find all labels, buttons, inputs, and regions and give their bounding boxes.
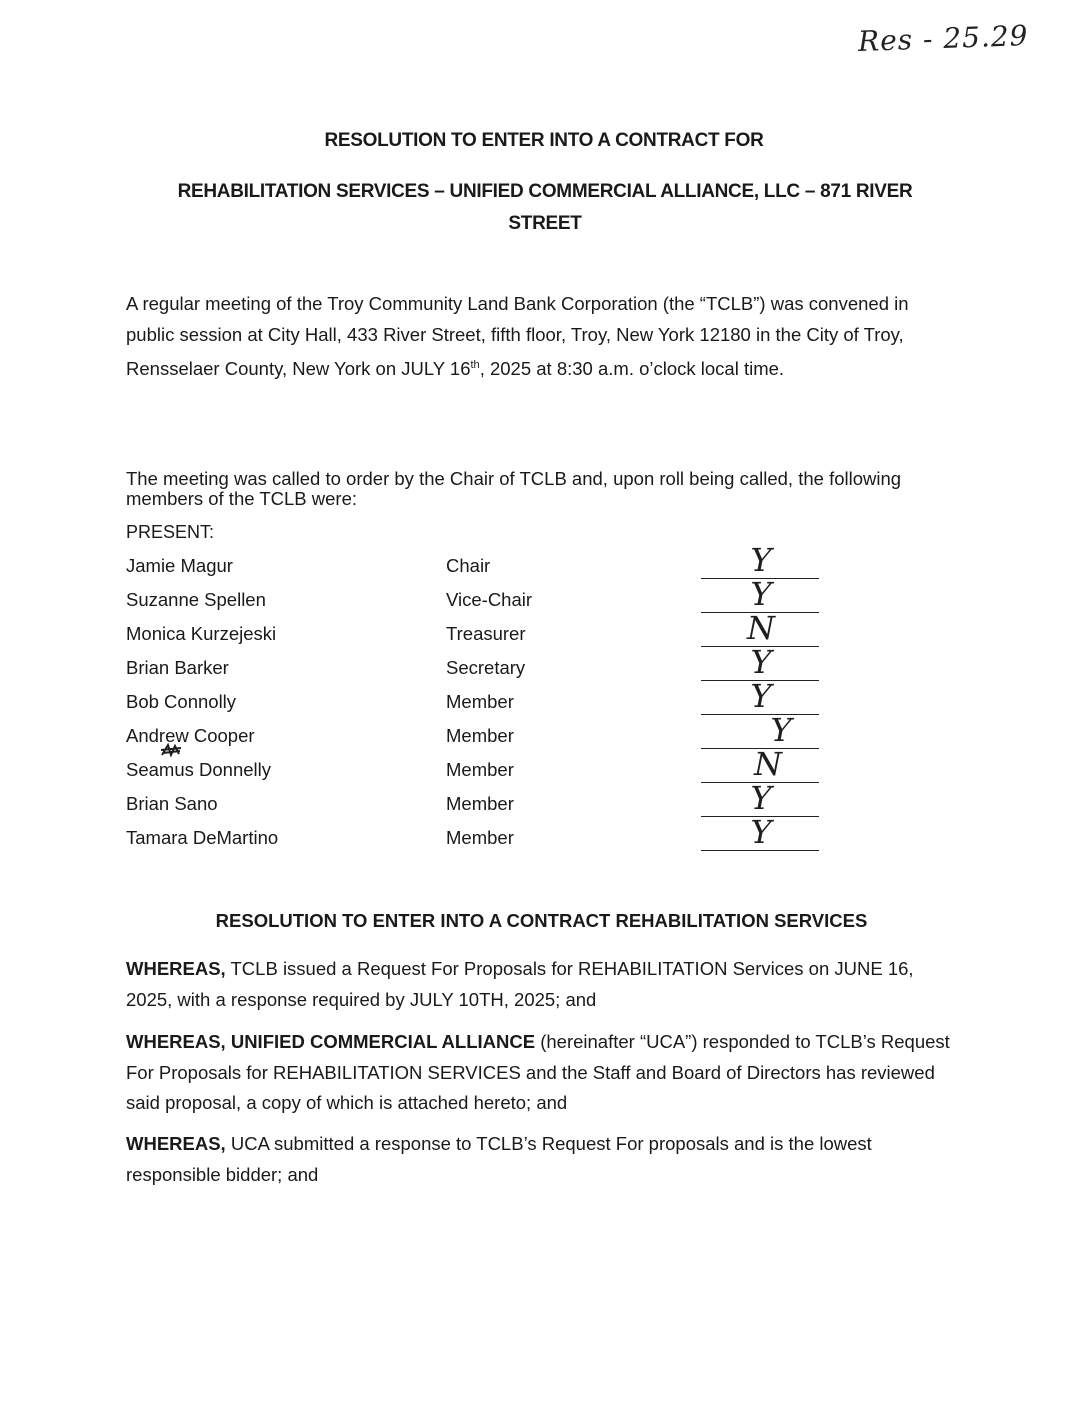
member-name: Jamie Magur [126,555,233,576]
member-vote: Y [750,677,772,715]
whereas-text: TCLB issued a Request For Proposals for REHABILITATION Services on JUNE 16, 2025, with a response required by JULY 10TH, 2025; and [126,958,914,1010]
document-title-line1: RESOLUTION TO ENTER INTO A CONTRACT FOR [324,130,764,151]
member-name: Andrew Cooper [126,725,255,746]
member-title: Member [446,759,514,780]
member-title: Member [446,725,514,746]
whereas-clause [126,954,956,1015]
member-vote: N [754,745,782,783]
called-to-order-paragraph: The meeting was called to order by the Chair of TCLB and, upon roll being called, the following members of the TCLB were: [126,468,902,509]
meeting-text-after: , 2025 at 8:30 a.m. o’clock local time. [479,358,785,380]
meeting-text-before: A regular meeting of the Troy Community Land Bank Corporation (the “TCLB”) was convened in public session at City Hall, 433 River Street, fifth floor, Troy, New York 12180 in the City of Troy, Rensselaer County, New York on JULY 16 [126,293,909,380]
member-title: Member [446,691,514,712]
roll-row [126,779,826,827]
roll-row [126,575,826,623]
member-title: Member [446,793,514,814]
roll-row [126,677,826,725]
member-name: Bob Connolly [126,691,237,712]
member-vote: Y [750,575,772,613]
member-name: Suzanne Spellen [126,589,266,610]
roll-row [126,745,826,793]
present-label: PRESENT: [126,522,215,542]
member-vote: Y [770,711,792,749]
section-title: RESOLUTION TO ENTER INTO A CONTRACT REHABILITATION SERVICES [215,910,868,931]
member-title: Secretary [446,657,526,678]
whereas-clause [126,1129,956,1190]
document-title-line2: REHABILITATION SERVICES – UNIFIED COMMERCIAL ALLIANCE, LLC – 871 RIVER STREET [177,181,913,234]
whereas-clause [126,1027,956,1119]
member-title: Treasurer [446,623,526,644]
member-vote: Y [750,779,772,817]
member-title: Vice-Chair [446,589,533,610]
roll-row [126,643,826,691]
whereas-lead: WHEREAS, [126,1133,226,1154]
whereas-text: UCA submitted a response to TCLB’s Request For proposals and is the lowest responsible bidder; and [126,1133,872,1185]
handwritten-resolution-number: Res - 25.29 [857,19,1029,58]
whereas-lead: WHEREAS, [126,958,226,979]
member-name: Brian Barker [126,657,229,678]
roll-row [126,541,826,589]
whereas-text: (hereinafter “UCA”) responded to TCLB’s Request For Proposals for REHABILITATION SERVICES and the Staff and Board of Directors has reviewed said proposal, a copy of which is attached hereto; and [126,1031,950,1113]
member-vote: N [747,609,775,647]
roll-row [126,711,826,759]
crossed-out-scribble-icon [160,743,182,757]
member-name: Brian Sano [126,793,218,814]
member-name: Monica Kurzejeski [126,623,277,644]
member-vote: Y [750,813,772,851]
member-vote: Y [750,643,772,681]
whereas-lead: WHEREAS, UNIFIED COMMERCIAL ALLIANCE [126,1031,536,1052]
member-title: Chair [446,555,491,576]
meeting-paragraph [126,289,956,385]
member-vote: Y [750,541,772,579]
roll-row [126,609,826,657]
member-name: Seamus Donnelly [126,759,271,780]
member-name: Tamara DeMartino [126,827,279,848]
meeting-text-sup: th [470,359,480,371]
roll-row [126,813,826,861]
member-title: Member [446,827,514,848]
